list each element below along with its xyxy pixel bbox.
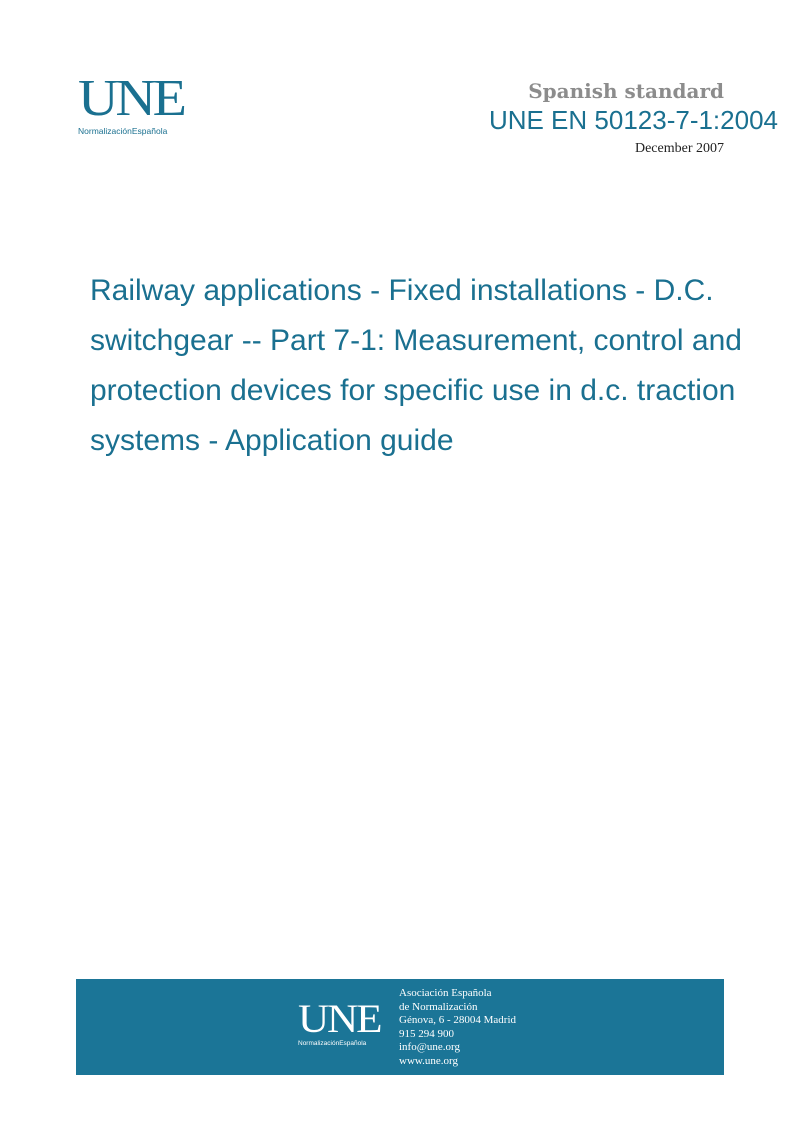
logo-tagline-light: Normalización xyxy=(78,126,132,136)
footer-website: www.une.org xyxy=(399,1054,458,1067)
footer-email: info@une.org xyxy=(399,1041,460,1054)
logo-wordmark: UNE xyxy=(78,70,184,127)
standard-header xyxy=(488,78,778,160)
footer-logo-tagline xyxy=(298,1040,388,1047)
document-title: Railway applications - Fixed installations - D.C. switchgear -- Part 7-1: Measurement, control and protection devices for specific use in d.c. traction systems - Application guide xyxy=(90,274,742,457)
footer-une-logo xyxy=(298,996,388,1047)
footer-phone: 915 294 900 xyxy=(399,1027,454,1040)
footer-street-address: Génova, 6 - 28004 Madrid xyxy=(399,1014,517,1027)
standard-date: December 2007 xyxy=(634,141,724,156)
standard-type: Spanish standard xyxy=(528,79,724,103)
une-logo xyxy=(78,70,198,136)
footer-banner xyxy=(76,979,724,1075)
logo-tagline-bold: Española xyxy=(131,126,168,136)
footer-logo-tagline-bold: Española xyxy=(339,1040,367,1047)
standard-code: UNE EN 50123-7-1:2004 xyxy=(488,105,778,135)
logo-tagline xyxy=(78,126,198,136)
footer-logo-tagline-light: Normalización xyxy=(298,1040,340,1047)
footer-address xyxy=(399,987,516,1069)
footer-org-name-2: de Normalización xyxy=(399,1000,478,1013)
footer-org-name-1: Asociación Española xyxy=(399,987,492,999)
footer-logo-wordmark: UNE xyxy=(298,996,381,1041)
